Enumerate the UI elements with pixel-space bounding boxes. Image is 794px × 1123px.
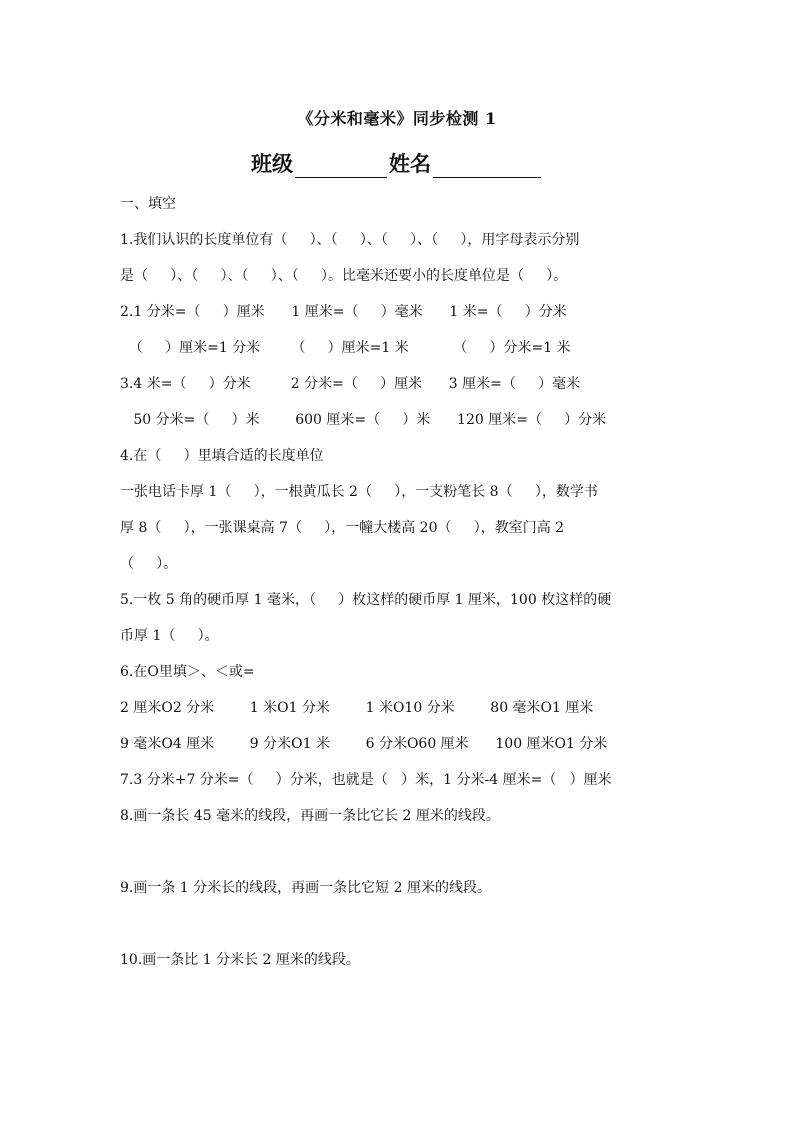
question-6-line-2: 9 毫米O4 厘米 9 分米O1 米 6 分米O60 厘米 100 厘米O1 分米	[120, 736, 608, 752]
question-6-heading: 6.在O里填＞、＜或=	[120, 664, 255, 680]
question-3-line-1: 3.4 米=（ ）分米 2 分米=（ ）厘米 3 厘米=（ ）毫米	[120, 376, 581, 392]
question-2-line-1: 2.1 分米=（ ）厘米 1 厘米=（ ）毫米 1 米=（ ）分米	[120, 304, 567, 320]
name-blank[interactable]	[433, 155, 541, 178]
question-3-line-2: 50 分米=（ ）米 600 厘米=（ ）米 120 厘米=（ ）分米	[120, 412, 607, 428]
question-4-line-2: 厚 8（ ），一张课桌高 7（ ），一幢大楼高 20（ ），教室门高 2	[120, 520, 565, 536]
class-blank[interactable]	[295, 155, 387, 178]
question-8: 8.画一条长 45 毫米的线段，再画一条比它长 2 厘米的线段。	[120, 808, 500, 824]
question-2-line-2: （ ）厘米=1 分米 （ ）厘米=1 米 （ ）分米=1 米	[120, 340, 571, 356]
question-4-line-3: （ ）。	[120, 556, 178, 572]
question-5-line-1: 5.一枚 5 角的硬币厚 1 毫米，（ ）枚这样的硬币厚 1 厘米，100 枚这样的硬	[120, 592, 612, 608]
name-label: 姓名	[389, 151, 431, 176]
question-5-line-2: 币厚 1（ ）。	[120, 628, 219, 644]
question-1-line-1: 1.我们认识的长度单位有（ ）、（ ）、（ ）、（ ），用字母表示分别	[120, 232, 580, 248]
question-4-line-1: 一张电话卡厚 1（ ），一根黄瓜长 2（ ），一支粉笔长 8（ ），数学书	[120, 484, 598, 500]
class-name-row	[0, 148, 794, 178]
question-1-line-2: 是（ ）、（ ）、（ ）、（ ）。比毫米还要小的长度单位是（ ）。	[120, 268, 568, 284]
section-heading: 一、填空	[120, 196, 176, 212]
question-7: 7.3 分米+7 分米=（ ）分米，也就是（ ）米，1 分米-4 厘米=（ ）厘米	[120, 772, 612, 788]
question-6-line-1: 2 厘米O2 分米 1 米O1 分米 1 米O10 分米 80 毫米O1 厘米	[120, 700, 594, 716]
page-title: 《分米和毫米》同步检测 1	[297, 109, 497, 128]
question-10: 10.画一条比 1 分米长 2 厘米的线段。	[120, 952, 360, 968]
question-4-heading: 4.在（ ）里填合适的长度单位	[120, 448, 324, 464]
question-9: 9.画一条 1 分米长的线段，再画一条比它短 2 厘米的线段。	[120, 880, 491, 896]
class-label: 班级	[251, 151, 293, 176]
